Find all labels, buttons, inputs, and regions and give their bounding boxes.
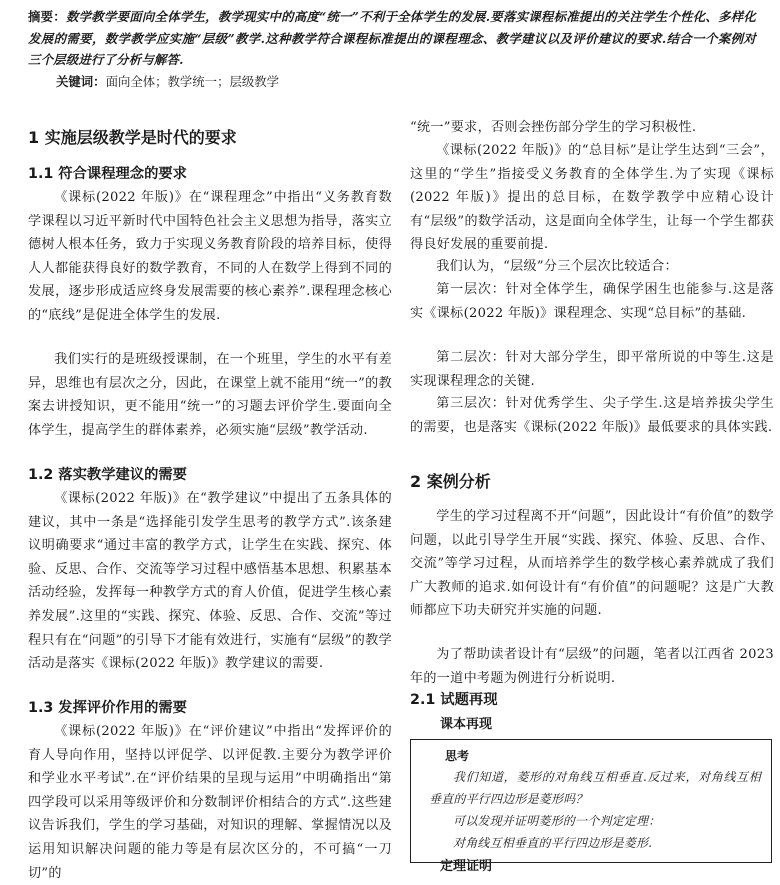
section-1-heading: 1 实施层级教学是时代的要求	[28, 128, 237, 147]
section-1-1-heading: 1.1 符合课程理念的要求	[28, 166, 187, 182]
think-box-title: 思考	[445, 749, 470, 763]
think-box-paragraph-1: 我们知道，菱形的对角线互相垂直.反过来，对角线互相垂直的平行四边形是菱形吗？	[429, 770, 761, 806]
think-box-paragraph-3: 对角线互相垂直的平行四边形是菱形.	[453, 836, 653, 850]
think-box	[410, 739, 772, 863]
section-1-2-heading: 1.2 落实教学建议的需要	[28, 467, 187, 483]
section-1-1-paragraph-1: 《课标(2022 年版)》在“课程理念”中指出“义务教育数学课程以习近平新时代中国特色社会主义思想为指导，落实立德树人根本任务，致力于实现义务教育阶段的培养目标，使得人人都能获得良好的数学教育，不同的人在数学上得到不同的发展，逐步形成适应终身发展需要的核心素养”.课程理念核心的“底线”是促进全体学生的发展.	[28, 190, 392, 323]
theorem-proof-subheading: 定理证明	[440, 859, 493, 874]
total-goal-paragraph: 《课标(2022 年版)》的“总目标”是让学生达到“三会”，这里的“学生”指接受义务教育的全体学生.为了实现《课标(2022 年版)》提出的总目标，在数学教学中应精心设计有“层级”的数学活动，这是面向全体学生，让每一个学生都获得良好发展的重要前提.	[410, 143, 774, 253]
keywords	[56, 72, 756, 92]
section-1-3-paragraph-1: 《课标(2022 年版)》在“评价建议”中指出“发挥评价的育人导向作用，坚持以评促学、以评促教.主要分为教学评价和学业水平考试”.在“评价结果的呈现与运用”中明确指出“第四学段可以采用等级评价和分数制评价相结合的方式”.这些建议告诉我们，学生的学习基础，对知识的理解、掌握情况以及运用知识解决问题的能力等是有层次区分的，不可搞“一刀切”的	[28, 724, 392, 881]
section-2-heading: 2 案例分析	[410, 472, 491, 491]
level-3-paragraph: 第三层次：针对优秀学生、尖子学生.这是培养拔尖学生的需要，也是落实《课标(2022 年版)》最低要求的具体实践.	[410, 396, 774, 435]
keywords-text: 面向全体；教学统一；层级教学	[105, 74, 280, 89]
abstract	[28, 6, 756, 71]
keywords-label: 关键词：	[56, 74, 106, 89]
abstract-text: 数学教学要面向全体学生，教学现实中的高度“统一”不利于全体学生的发展.要落实课程标准提出的关注学生个性化、多样化发展的需要，数学教学应实施“层级”教学.这种教学符合课程标准提出的课程理念、教学建议以及评价建议的要求.结合一个案例对三个层级进行了分析与解答.	[28, 9, 756, 67]
textbook-recap-subheading: 课本再现	[440, 717, 493, 732]
levels-intro-paragraph: 我们认为，“层级”分三个层次比较适合：	[436, 259, 678, 274]
continued-paragraph: “统一”要求，否则会挫伤部分学生的学习积极性.	[410, 120, 697, 135]
case-paragraph-1: 学生的学习过程离不开“问题”，因此设计“有价值”的数学问题，以此引导学生开展“实践、探究、体验、反思、合作、交流”等学习过程，从而培养学生的数学核心素养就成了我们广大教师的追求.如何设计有“有价值”的问题呢？这是广大教师都应下功夫研究并实施的问题.	[410, 509, 774, 619]
level-2-paragraph: 第二层次：针对大部分学生，即平常所说的中等生.这是实现课程理念的关键.	[410, 350, 774, 389]
section-2-1-heading: 2.1 试题再现	[410, 692, 498, 708]
level-1-paragraph: 第一层次：针对全体学生，确保学困生也能参与.这是落实《课标(2022 年版)》课程理念、实现“总目标”的基础.	[410, 282, 774, 321]
section-1-2-paragraph-1: 《课标(2022 年版)》在“教学建议”中提出了五条具体的建议，其中一条是“选择能引发学生思考的教学方式”.该条建议明确要求“通过丰富的教学方式，让学生在实践、探究、体验、反思、合作、交流等学习过程中感悟基本思想、积累基本活动经验，发挥每一种教学方式的育人价值，促进学生核心素养发展”.这里的“实践、探究、体验、反思、合作、交流”等过程只有在“问题”的引导下才能有效进行，实施有“层级”的教学活动是落实《课标(2022 年版)》教学建议的需要.	[28, 491, 392, 672]
case-paragraph-2: 为了帮助读者设计有“层级”的问题，笔者以江西省 2023 年的一道中考题为例进行分析说明.	[410, 647, 774, 686]
abstract-label: 摘要：	[28, 9, 66, 24]
section-1-3-heading: 1.3 发挥评价作用的需要	[28, 700, 187, 716]
think-box-paragraph-2: 可以发现并证明菱形的一个判定定理：	[453, 814, 661, 828]
section-1-1-paragraph-2: 我们实行的是班级授课制，在一个班里，学生的水平有差异，思维也有层次之分，因此，在课堂上就不能用“统一”的教案去讲授知识，更不能用“统一”的习题去评价学生.要面向全体学生，提高学生的群体素养，必须实施“层级”教学活动.	[28, 352, 392, 438]
